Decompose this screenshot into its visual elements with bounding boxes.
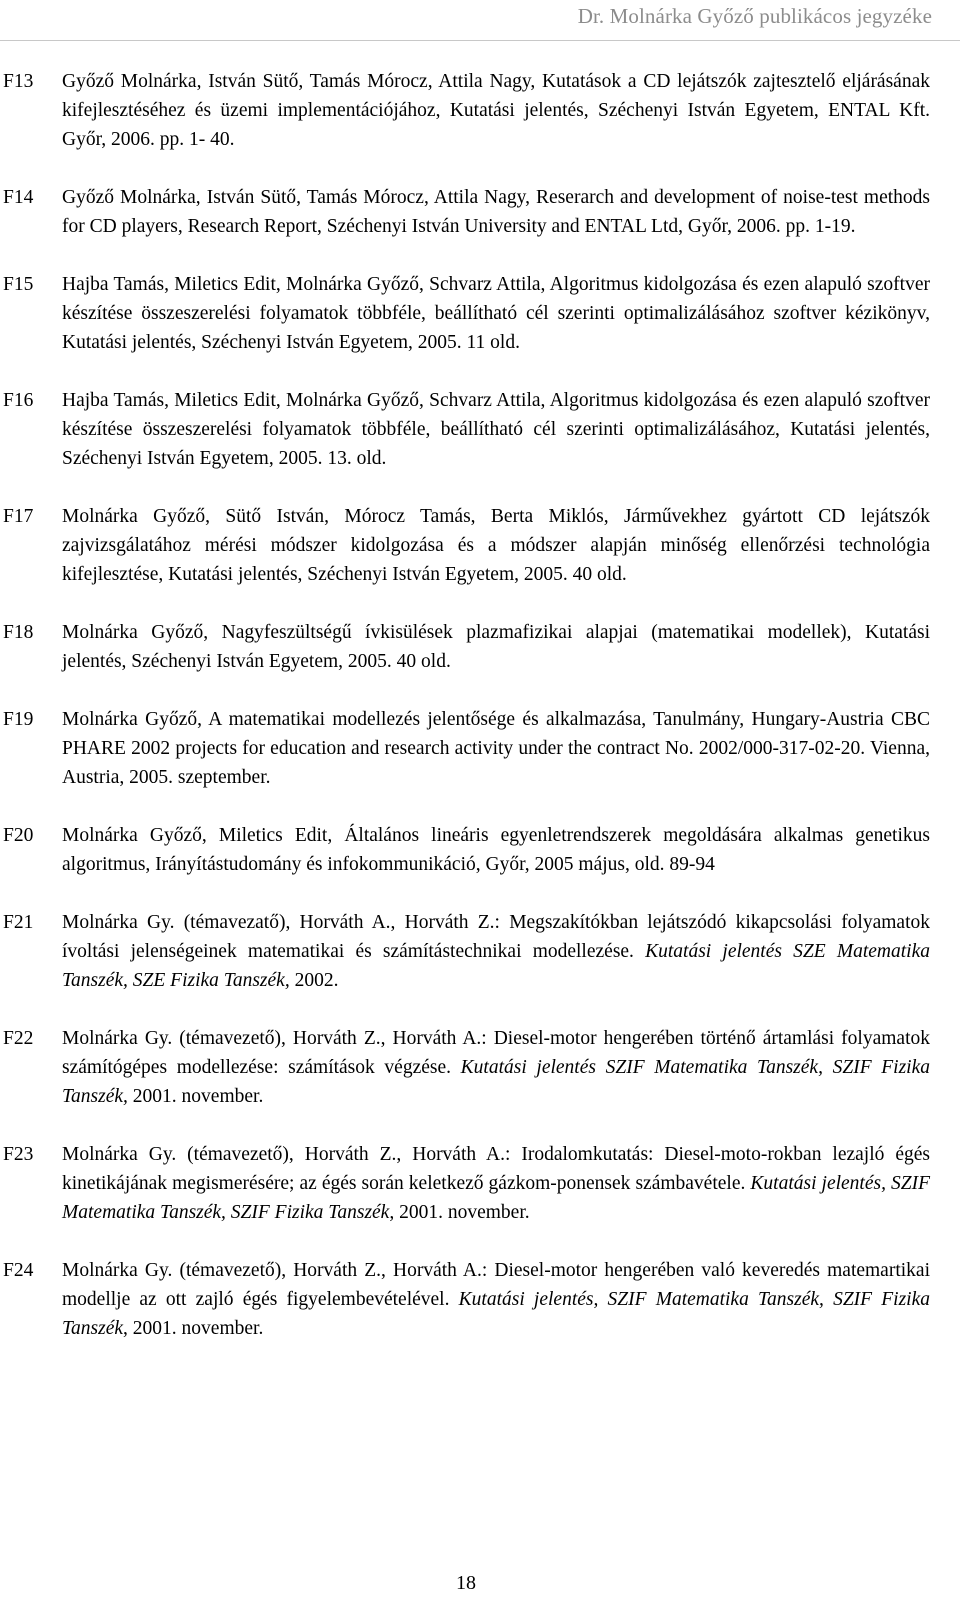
publication-entry xyxy=(0,386,960,473)
citation-text: 2002. xyxy=(289,970,339,991)
publication-entry xyxy=(0,502,960,589)
entry-number: F24 xyxy=(3,1260,34,1281)
publication-entry xyxy=(0,1024,960,1111)
entry-number: F23 xyxy=(3,1144,34,1165)
citation-italic-text: Kutatási jelentés SZIF Matematika Tanszék, SZIF Fizika Tanszék, xyxy=(62,1057,930,1107)
publication-list xyxy=(0,67,960,1372)
publication-entry xyxy=(0,67,960,154)
publication-entry xyxy=(0,1140,960,1227)
entry-citation xyxy=(62,1256,930,1343)
citation-text: Molnárka Gy. (témavezető), Horváth Z., Horváth A.: Irodalomkutatás: Diesel-moto-rokban lezajló égés kinetikájának megismerésére; az égés során keletkező gázkom-ponensek számbavétele. xyxy=(62,1144,930,1194)
page-header-title: Dr. Molnárka Győző publikácos jegyzéke xyxy=(577,4,932,28)
page-number: 18 xyxy=(456,1572,476,1594)
citation-italic-text: Kutatási jelentés, SZIF Matematika Tanszék, SZIF Fizika Tanszék, xyxy=(62,1173,930,1223)
publication-entry xyxy=(0,908,960,995)
publication-entry xyxy=(0,1256,960,1343)
entry-citation xyxy=(62,618,930,676)
citation-italic-text: Kutatási jelentés, SZIF Matematika Tanszék, SZIF Fizika Tanszék xyxy=(62,1289,930,1339)
citation-text: Hajba Tamás, Miletics Edit, Molnárka Győző, Schvarz Attila, Algoritmus kidolgozása és ezen alapuló szoftver készítése összeszerelési folyamatok többféle, beállítható cél szerinti optimalizálásához, Kutatási jelentés, Széchenyi István Egyetem, 2005. 13. old. xyxy=(62,390,930,469)
citation-italic-text: Kutatási jelentés SZE Matematika Tanszék, SZE Fizika Tanszék, xyxy=(62,941,930,991)
entry-number: F19 xyxy=(3,709,34,730)
citation-text: Molnárka Gy. (témavezető), Horváth Z., Horváth A.: Diesel-motor hengerében való keveredés matemartikai modellje az ott zajló égés figyelembevételével. xyxy=(62,1260,930,1310)
entry-citation xyxy=(62,67,930,154)
entry-citation xyxy=(62,821,930,879)
publication-entry xyxy=(0,618,960,676)
entry-citation xyxy=(62,502,930,589)
entry-citation xyxy=(62,1024,930,1111)
citation-text: Hajba Tamás, Miletics Edit, Molnárka Győző, Schvarz Attila, Algoritmus kidolgozása és ezen alapuló szoftver készítése összeszerelési folyamatok többféle, beállítható cél szerinti optimalizálásához szoftver kézikönyv, Kutatási jelentés, Széchenyi István Egyetem, 2005. 11 old. xyxy=(62,274,930,353)
entry-number: F13 xyxy=(3,71,34,92)
citation-text: Molnárka Gy. (témavezatő), Horváth A., Horváth Z.: Megszakítókban lejátszódó kikapcsolási folyamatok ívoltási jelenségeinek matematikai és számítástechnikai modellezése. xyxy=(62,912,930,962)
entry-number: F18 xyxy=(3,622,34,643)
publication-entry xyxy=(0,705,960,792)
entry-number: F17 xyxy=(3,506,34,527)
publication-entry xyxy=(0,183,960,241)
entry-citation xyxy=(62,908,930,995)
citation-text: Molnárka Gy. (témavezető), Horváth Z., Horváth A.: Diesel-motor hengerében történő ártamlási folyamatok számítógépes modellezése: számítások végzése. xyxy=(62,1028,930,1078)
publication-entry xyxy=(0,270,960,357)
entry-number: F14 xyxy=(3,187,34,208)
citation-text: Győző Molnárka, István Sütő, Tamás Mórocz, Attila Nagy, Kutatások a CD lejátszók zajtesztelő eljárásának kifejlesztéséhez és üzemi implementációjához, Kutatási jelentés, Széchenyi István Egyetem, ENTAL Kft. Győr, 2006. pp. 1- 40. xyxy=(62,71,930,150)
publication-entry xyxy=(0,821,960,879)
citation-text: 2001. november. xyxy=(394,1202,530,1223)
entry-citation xyxy=(62,1140,930,1227)
citation-text: Molnárka Győző, Sütő István, Mórocz Tamás, Berta Miklós, Járművekhez gyártott CD lejátszók zajvizsgálatához mérési módszer kidolgozása és a módszer alapján minőség ellenőrzési technológia kifejlesztése, Kutatási jelentés, Széchenyi István Egyetem, 2005. 40 old. xyxy=(62,506,930,585)
entry-citation xyxy=(62,705,930,792)
citation-text: Győző Molnárka, István Sütő, Tamás Mórocz, Attila Nagy, Reserarch and development of noise-test methods for CD players, Research Report, Széchenyi István University and ENTAL Ltd, Győr, 2006. pp. 1-19. xyxy=(62,187,930,237)
citation-text: 2001. november. xyxy=(127,1086,264,1107)
entry-number: F16 xyxy=(3,390,34,411)
entry-citation xyxy=(62,270,930,357)
entry-citation xyxy=(62,183,930,241)
entry-number: F15 xyxy=(3,274,34,295)
header-divider xyxy=(0,40,960,41)
entry-citation xyxy=(62,386,930,473)
citation-text: Molnárka Győző, A matematikai modellezés jelentősége és alkalmazása, Tanulmány, Hungary-Austria CBC PHARE 2002 projects for education and research activity under the contract No. 2002/000-317-02-20. Vienna, Austria, 2005. szeptember. xyxy=(62,709,930,788)
citation-text: Molnárka Győző, Miletics Edit, Általános lineáris egyenletrendszerek megoldására alkalmas genetikus algoritmus, Irányítástudomány és infokommunikáció, Győr, 2005 május, old. 89-94 xyxy=(62,825,930,875)
entry-number: F20 xyxy=(3,825,34,846)
citation-text: Molnárka Győző, Nagyfeszültségű ívkisülések plazmafizikai alapjai (matematikai modellek), Kutatási jelentés, Széchenyi István Egyetem, 2005. 40 old. xyxy=(62,622,930,672)
entry-number: F21 xyxy=(3,912,34,933)
entry-number: F22 xyxy=(3,1028,34,1049)
citation-text: , 2001. november. xyxy=(123,1318,264,1339)
